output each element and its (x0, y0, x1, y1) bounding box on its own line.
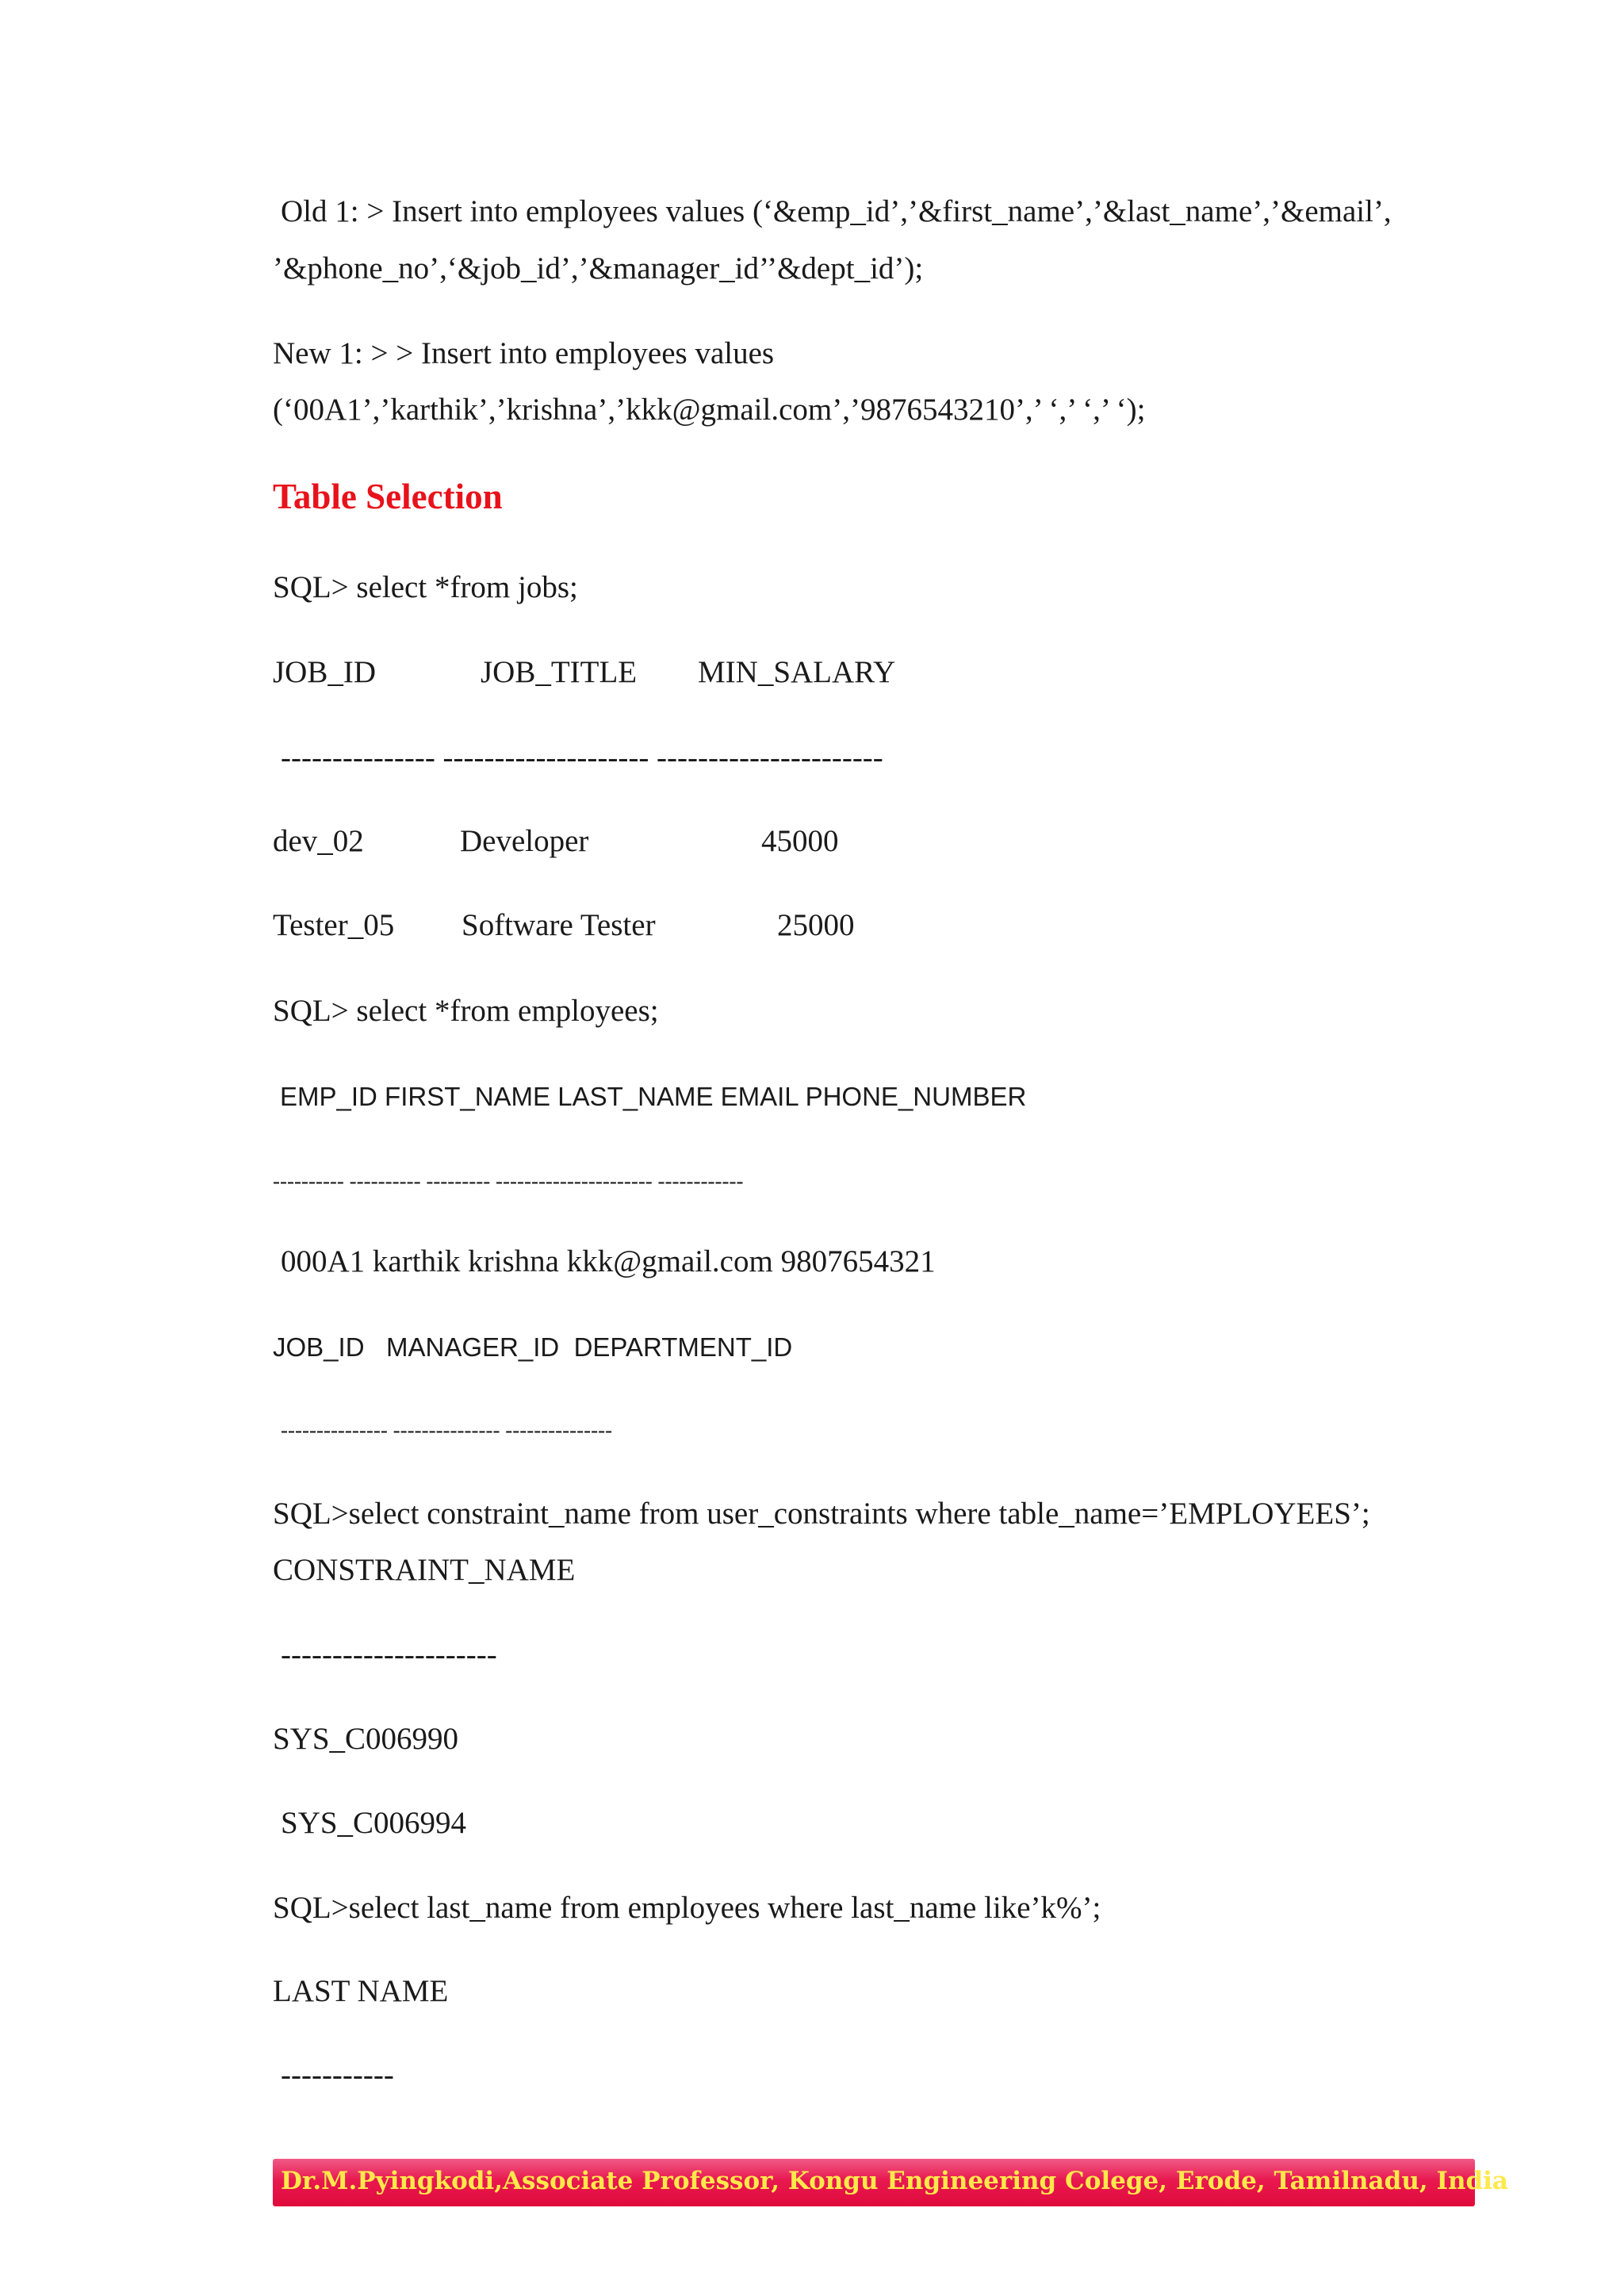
constraint-separator: --------------------- (281, 1638, 497, 1672)
employees-row-1: 000A1 karthik krishna kkk@gmail.com 9807654321 (281, 1244, 936, 1278)
jobs-header-min-salary: MIN_SALARY (698, 655, 896, 689)
employees-separator-2: --------------- --------------- --------------- (281, 1418, 613, 1442)
jobs-row-1-job-title: Developer (460, 824, 589, 858)
sql-select-constraints: SQL>select constraint_name from user_constraints where table_name=’EMPLOYEES’; (273, 1497, 1370, 1531)
sql-select-employees: SQL> select *from employees; (273, 994, 659, 1028)
jobs-header-job-title: JOB_TITLE (481, 655, 638, 689)
sql-select-jobs: SQL> select *from jobs; (273, 570, 578, 604)
last-name-separator: ----------- (281, 2058, 394, 2092)
new-statement-line-2: (‘00A1’,’karthik’,’krishna’,’kkk@gmail.com’,’9876543210’,’ ‘,’ ‘,’ ‘); (273, 393, 1146, 427)
employees-separator-1: ---------- ---------- --------- ---------------------- ------------ (273, 1169, 744, 1193)
jobs-row-2-min-salary: 25000 (777, 908, 855, 942)
employees-header-2: JOB_ID MANAGER_ID DEPARTMENT_ID (273, 1332, 793, 1362)
jobs-header-job-id: JOB_ID (273, 655, 377, 689)
jobs-row-2-job-id: Tester_05 (273, 908, 395, 942)
last-name-header: LAST NAME (273, 1974, 449, 2008)
jobs-row-1-min-salary: 45000 (761, 824, 839, 858)
constraint-value-2: SYS_C006994 (281, 1806, 467, 1840)
jobs-row-1-job-id: dev_02 (273, 824, 364, 858)
sql-select-last-name: SQL>select last_name from employees where last_name like’k%’; (273, 1891, 1101, 1925)
new-statement-line-1: New 1: > > Insert into employees values (273, 336, 775, 370)
old-statement-line-2: ’&phone_no’,‘&job_id’,’&manager_id’’&dept_id’); (273, 251, 924, 286)
footer-text: Dr.M.Pyingkodi,Associate Professor, Kongu Engineering Colege, Erode, Tamilnadu, India (281, 2167, 1509, 2195)
constraint-value-1: SYS_C006990 (273, 1722, 459, 1756)
footer-banner (273, 2159, 1509, 2206)
old-statement-line-1: Old 1: > Insert into employees values (‘&emp_id’,’&first_name’,’&last_name’,’&email’, (281, 194, 1392, 228)
jobs-row-2-job-title: Software Tester (462, 908, 656, 942)
constraint-name-header: CONSTRAINT_NAME (273, 1553, 576, 1587)
jobs-table-separator: --------------- -------------------- ---------------------- (281, 741, 883, 775)
section-heading-table-selection: Table Selection (273, 477, 503, 516)
employees-header-1: EMP_ID FIRST_NAME LAST_NAME EMAIL PHONE_NUMBER (280, 1082, 1027, 1111)
